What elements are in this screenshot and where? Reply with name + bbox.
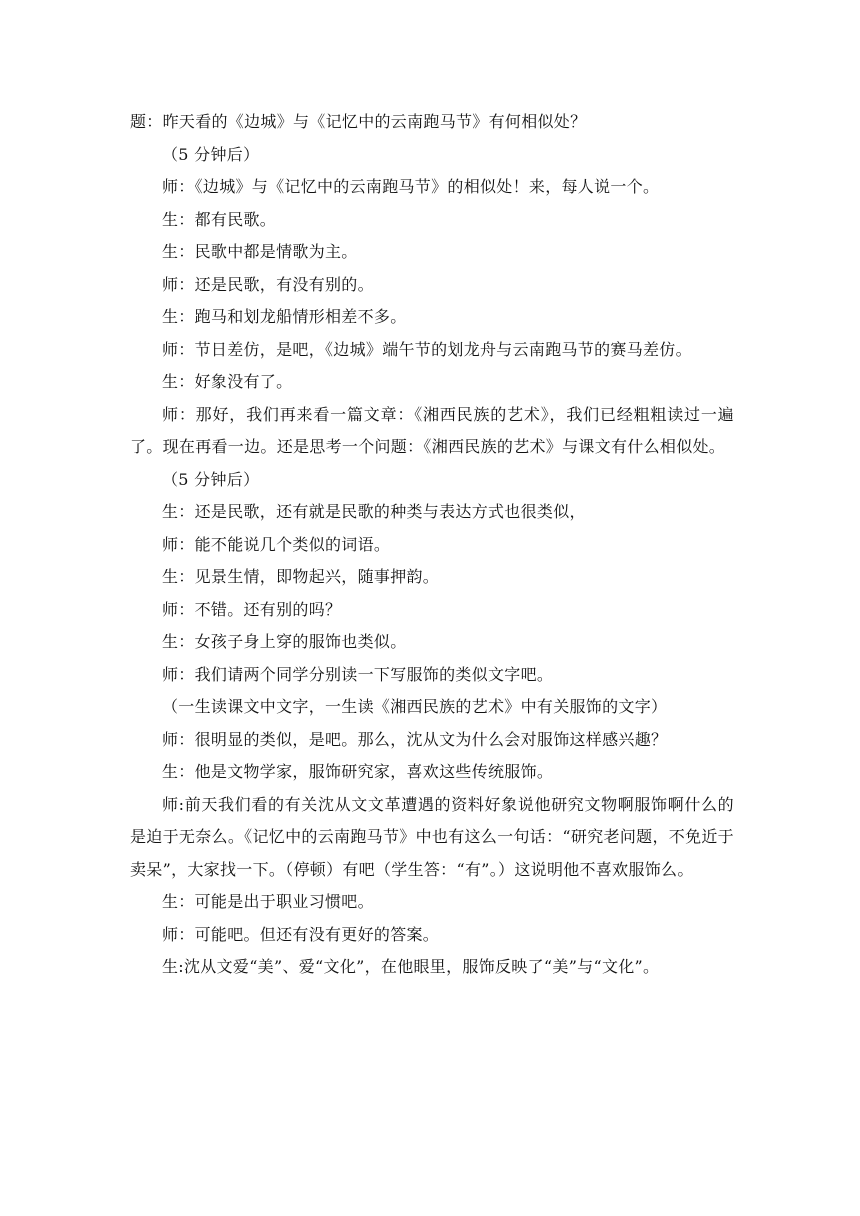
document-body	[130, 106, 734, 984]
dialogue-line: 生：跑马和划龙船情形相差不多。	[162, 307, 407, 326]
dialogue-line: 师：能不能说几个类似的词语。	[162, 534, 391, 554]
dialogue-line: 师：不错。还有别的吗？	[162, 599, 342, 619]
stage-direction: （5 分钟后）	[162, 144, 260, 164]
dialogue-line: 生：见景生情，即物起兴，随事押韵。	[162, 567, 440, 586]
dialogue-line: 生：民歌中都是情歌为主。	[162, 242, 358, 261]
dialogue-line: 师：我们请两个同学分别读一下写服饰的类似文字吧。	[162, 664, 554, 684]
question-paragraph: 题：昨天看的《边城》与《记忆中的云南跑马节》有何相似处？	[130, 112, 587, 131]
stage-direction: （一生读课文中文字，一生读《湘西民族的艺术》中有关服饰的文字）	[162, 697, 668, 716]
dialogue-line: 生：可能是出于职业习惯吧。	[162, 892, 374, 911]
dialogue-line: 生：还是民歌，还有就是民歌的种类与表达方式也很类似，	[162, 502, 586, 521]
dialogue-line: 生：他是文物学家，服饰研究家，喜欢这些传统服饰。	[162, 762, 554, 781]
dialogue-line: 师：《边城》与《记忆中的云南跑马节》的相似处！来，每人说一个。	[162, 177, 660, 196]
dialogue-line: 生：女孩子身上穿的服饰也类似。	[162, 632, 407, 651]
stage-direction: （5 分钟后）	[162, 469, 260, 489]
dialogue-line: 师：还是民歌，有没有别的。	[162, 274, 374, 294]
dialogue-line: 师：那好，我们再来看一篇文章：《湘西民族的艺术》，我们已经粗粗读过一遍了。现在再看一边。还是思考一个问题：《湘西民族的艺术》与课文有什么相似处。	[130, 404, 734, 456]
dialogue-line: 生:沈从文爱“美”、爱“文化”，在他眼里，服饰反映了“美”与“文化”。	[162, 957, 660, 976]
dialogue-line: 师:前天我们看的有关沈从文文革遭遇的资料好象说他研究文物啊服饰啊什么的是迫于无奈么。《记忆中的云南跑马节》中也有这么一句话：“研究老问题，不免近于卖呆”，大家找一下。（停顿）有吧（学生答：“有”。）这说明他不喜欢服饰么。	[130, 794, 734, 879]
dialogue-line: 师：可能吧。但还有没有更好的答案。	[162, 924, 440, 944]
dialogue-line: 师：很明显的类似，是吧。那么，沈从文为什么会对服饰这样感兴趣？	[162, 729, 668, 749]
dialogue-line: 生：都有民歌。	[162, 209, 277, 229]
dialogue-line: 生：好象没有了。	[162, 372, 293, 391]
dialogue-line: 师：节日差仿，是吧，《边城》端午节的划龙舟与云南跑马节的赛马差仿。	[162, 339, 692, 359]
